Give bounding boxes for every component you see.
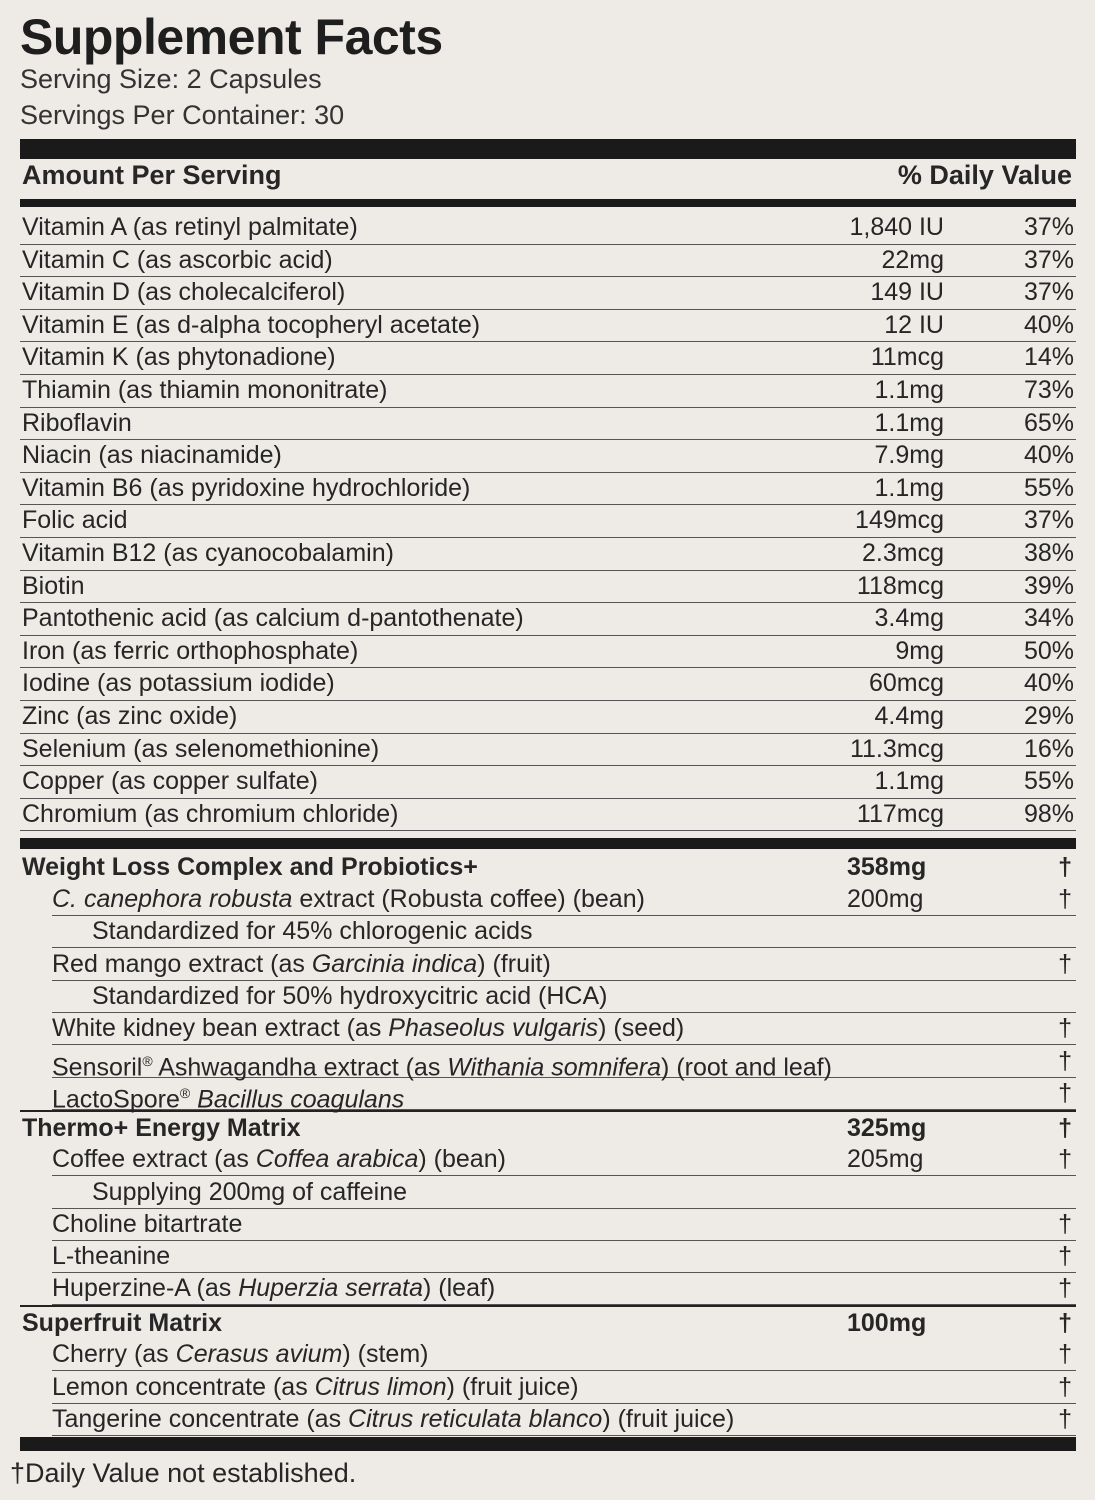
ingredient-part: ) (root and leaf) <box>661 1053 832 1082</box>
ingredient-part: ) (seed) <box>598 1014 685 1042</box>
nutrient-row <box>20 537 1076 571</box>
ingredient-name: extract (Robusta coffee) (bean) <box>292 885 645 913</box>
scientific-name: Citrus limon <box>314 1373 447 1401</box>
dagger: † <box>1058 1274 1072 1302</box>
dagger: † <box>1058 1145 1072 1173</box>
nutrient-daily-value: 14% <box>1023 343 1074 372</box>
ingredient-row <box>52 1208 1076 1241</box>
nutrient-name: Selenium (as selenomethionine) <box>22 734 380 763</box>
ingredient-name: Red mango extract (as <box>52 950 312 978</box>
nutrient-daily-value: 37% <box>1023 245 1074 274</box>
nutrient-amount: 12 IU <box>884 310 944 339</box>
nutrient-daily-value: 65% <box>1023 408 1074 437</box>
ingredient-name: Lemon concentrate (as <box>52 1373 315 1401</box>
blend-amount: 325mg <box>847 1114 927 1142</box>
nutrient-amount: 22mg <box>881 245 944 274</box>
nutrient-name: Chromium (as chromium chloride) <box>22 799 399 828</box>
nutrient-row <box>20 439 1076 473</box>
dagger: † <box>1058 885 1072 913</box>
standardization-note: Standardized for 50% hydroxycitric acid (HCA) <box>92 982 608 1010</box>
nutrient-daily-value: 40% <box>1023 441 1074 470</box>
scientific-name: Withania somnifera <box>447 1053 662 1082</box>
dagger: † <box>1058 1242 1072 1270</box>
nutrient-amount: 2.3mcg <box>862 539 944 567</box>
nutrient-amount: 1,840 IU <box>849 213 944 241</box>
nutrient-name: Riboflavin <box>22 408 132 437</box>
nutrient-daily-value: 37% <box>1023 213 1074 241</box>
nutrient-daily-value: 37% <box>1023 506 1074 535</box>
scientific-name: Phaseolus vulgaris <box>388 1014 599 1042</box>
ingredient-row <box>52 1077 1076 1114</box>
nutrient-name: Pantothenic acid (as calcium d-pantothenate) <box>22 604 524 633</box>
ingredient-name: White kidney bean extract (as <box>52 1014 389 1042</box>
footnote: †Daily Value not established. <box>10 1458 357 1488</box>
nutrient-daily-value: 37% <box>1023 278 1074 307</box>
nutrient-amount: 7.9mg <box>874 441 944 470</box>
nutrient-amount: 1.1mg <box>874 408 944 437</box>
nutrient-daily-value: 38% <box>1023 539 1074 567</box>
supplement-facts-panel <box>20 0 1076 1500</box>
nutrient-name: Niacin (as niacinamide) <box>22 441 282 470</box>
nutrient-amount: 60mcg <box>868 669 944 698</box>
ingredient-row <box>52 1240 1076 1273</box>
nutrient-row <box>20 407 1076 441</box>
nutrient-row <box>20 765 1076 799</box>
nutrient-row <box>20 472 1076 506</box>
nutrient-amount: 9mg <box>895 636 944 665</box>
nutrient-name: Zinc (as zinc oxide) <box>22 702 238 730</box>
scientific-name: Bacillus coagulans <box>190 1085 405 1114</box>
ingredient-brand: Sensoril <box>52 1053 143 1082</box>
nutrient-amount: 11.3mcg <box>849 734 944 763</box>
servings-per-container: Servings Per Container: 30 <box>20 100 345 130</box>
blend-header <box>20 851 1076 883</box>
ingredient-part: ) (bean) <box>418 1145 506 1173</box>
ingredient-name: Choline bitartrate <box>52 1210 243 1238</box>
scientific-name: Cerasus avium <box>175 1340 343 1368</box>
dagger: † <box>1058 1114 1072 1142</box>
ingredient-part: ) (stem) <box>342 1340 429 1368</box>
nutrient-daily-value: 73% <box>1023 376 1074 404</box>
serving-size: Serving Size: 2 Capsules <box>20 64 322 94</box>
ingredient-name: Cherry (as <box>52 1340 176 1368</box>
nutrient-row <box>20 276 1076 310</box>
ingredient-note <box>52 915 1076 948</box>
nutrient-row <box>20 309 1076 343</box>
nutrient-name: Vitamin D (as cholecalciferol) <box>22 278 346 307</box>
blend-title: Superfruit Matrix <box>22 1309 223 1337</box>
nutrient-row <box>20 667 1076 701</box>
blend-header <box>20 1110 1076 1144</box>
blend-amount: 100mg <box>847 1309 927 1337</box>
ingredient-row <box>52 1338 1076 1371</box>
ingredient-name: L-theanine <box>52 1242 171 1270</box>
dagger: † <box>1058 1340 1072 1368</box>
nutrient-amount: 1.1mg <box>874 376 944 404</box>
nutrient-daily-value: 39% <box>1023 571 1074 600</box>
nutrient-name: Folic acid <box>22 506 128 535</box>
ingredient-name: Coffee extract (as <box>52 1145 256 1173</box>
nutrient-name: Copper (as copper sulfate) <box>22 767 318 796</box>
daily-value-label: % Daily Value <box>897 160 1072 190</box>
dagger: † <box>1058 950 1072 978</box>
nutrient-daily-value: 34% <box>1023 604 1074 633</box>
nutrient-name: Vitamin E (as d-alpha tocopheryl acetate) <box>22 310 481 339</box>
nutrient-name: Thiamin (as thiamin mononitrate) <box>22 376 388 404</box>
medium-divider <box>20 199 1076 207</box>
caffeine-note: Supplying 200mg of caffeine <box>92 1178 408 1206</box>
nutrient-row <box>20 798 1076 832</box>
nutrient-name: Vitamin K (as phytonadione) <box>22 343 336 372</box>
ingredient-part: ) (fruit juice) <box>446 1373 579 1401</box>
amount-per-serving-label: Amount Per Serving <box>22 160 282 190</box>
ingredient-row <box>52 1045 1076 1082</box>
dagger: † <box>1058 1014 1072 1042</box>
nutrient-row <box>20 504 1076 538</box>
scientific-name: Garcinia indica <box>311 950 478 978</box>
ingredient-part: ) (leaf) <box>423 1274 496 1302</box>
ingredient-part: ) (fruit juice) <box>602 1405 735 1433</box>
ingredient-name: Ashwagandha extract (as <box>152 1053 448 1082</box>
nutrient-row <box>20 211 1076 245</box>
standardization-note: Standardized for 45% chlorogenic acids <box>92 917 533 945</box>
ingredient-note <box>52 980 1076 1013</box>
nutrient-amount: 118mcg <box>856 571 944 600</box>
nutrient-amount: 117mcg <box>856 799 944 828</box>
ingredient-row <box>52 1272 1076 1305</box>
nutrient-row <box>20 700 1076 734</box>
nutrient-row <box>20 244 1076 278</box>
nutrient-row <box>20 570 1076 604</box>
scientific-name: Citrus reticulata blanco <box>348 1405 603 1433</box>
dagger: † <box>1058 1309 1072 1337</box>
nutrient-amount: 1.1mg <box>874 767 944 796</box>
blend-title: Thermo+ Energy Matrix <box>22 1114 301 1142</box>
dagger: † <box>1058 1210 1072 1238</box>
ingredient-amount: 205mg <box>847 1145 924 1173</box>
nutrient-amount: 149 IU <box>870 278 944 307</box>
nutrient-name: Vitamin B6 (as pyridoxine hydrochloride) <box>22 473 471 502</box>
nutrient-row <box>20 341 1076 375</box>
scientific-name: Coffea arabica <box>255 1145 419 1173</box>
nutrient-amount: 1.1mg <box>874 473 944 502</box>
nutrient-row <box>20 374 1076 408</box>
ingredient-name: Huperzine-A (as <box>52 1274 239 1302</box>
nutrient-amount: 3.4mg <box>874 604 944 633</box>
nutrient-row <box>20 733 1076 767</box>
column-header <box>22 160 1072 192</box>
dagger: † <box>1058 1373 1072 1401</box>
nutrient-amount: 149mcg <box>855 506 944 535</box>
nutrient-name: Vitamin A (as retinyl palmitate) <box>22 213 358 241</box>
dagger: † <box>1058 1079 1072 1107</box>
nutrient-row <box>20 635 1076 669</box>
nutrient-daily-value: 29% <box>1023 702 1074 730</box>
nutrient-row <box>20 602 1076 636</box>
nutrient-amount: 11mcg <box>870 343 944 372</box>
ingredient-row <box>52 948 1076 981</box>
dagger: † <box>1058 1047 1072 1075</box>
nutrient-daily-value: 50% <box>1023 636 1074 665</box>
thick-divider <box>20 139 1076 159</box>
ingredient-note <box>52 1176 1076 1209</box>
medium-divider <box>20 838 1076 849</box>
nutrient-daily-value: 16% <box>1023 734 1074 763</box>
ingredient-row <box>52 1143 1076 1176</box>
nutrient-daily-value: 40% <box>1023 669 1074 698</box>
ingredient-name: Tangerine concentrate (as <box>52 1405 349 1433</box>
registered-mark: ® <box>142 1053 153 1069</box>
ingredient-part: ) (fruit) <box>477 950 551 978</box>
scientific-name: C. canephora robusta <box>52 885 293 913</box>
ingredient-row <box>52 1012 1076 1045</box>
dagger: † <box>1058 1405 1072 1433</box>
ingredient-brand: LactoSpore <box>52 1085 180 1114</box>
nutrient-daily-value: 40% <box>1023 310 1074 339</box>
nutrient-daily-value: 55% <box>1023 473 1074 502</box>
nutrient-name: Iodine (as potassium iodide) <box>22 669 335 698</box>
ingredient-amount: 200mg <box>847 885 924 913</box>
ingredient-row <box>52 1371 1076 1404</box>
blend-header <box>20 1305 1076 1339</box>
panel-title: Supplement Facts <box>20 9 443 65</box>
thick-divider <box>20 1437 1076 1451</box>
ingredient-row <box>52 1403 1076 1436</box>
registered-mark: ® <box>179 1085 191 1101</box>
scientific-name: Huperzia serrata <box>238 1274 424 1302</box>
blend-title: Weight Loss Complex and Probiotics+ <box>22 853 478 881</box>
nutrient-name: Biotin <box>22 571 85 600</box>
blend-amount: 358mg <box>847 853 927 881</box>
nutrient-daily-value: 55% <box>1023 767 1074 796</box>
nutrient-daily-value: 98% <box>1023 799 1074 828</box>
dagger: † <box>1058 853 1072 881</box>
ingredient-row <box>52 883 1076 916</box>
nutrient-name: Vitamin C (as ascorbic acid) <box>22 245 333 274</box>
nutrient-amount: 4.4mg <box>874 702 944 730</box>
nutrient-name: Vitamin B12 (as cyanocobalamin) <box>22 539 394 567</box>
nutrient-name: Iron (as ferric orthophosphate) <box>22 636 359 665</box>
